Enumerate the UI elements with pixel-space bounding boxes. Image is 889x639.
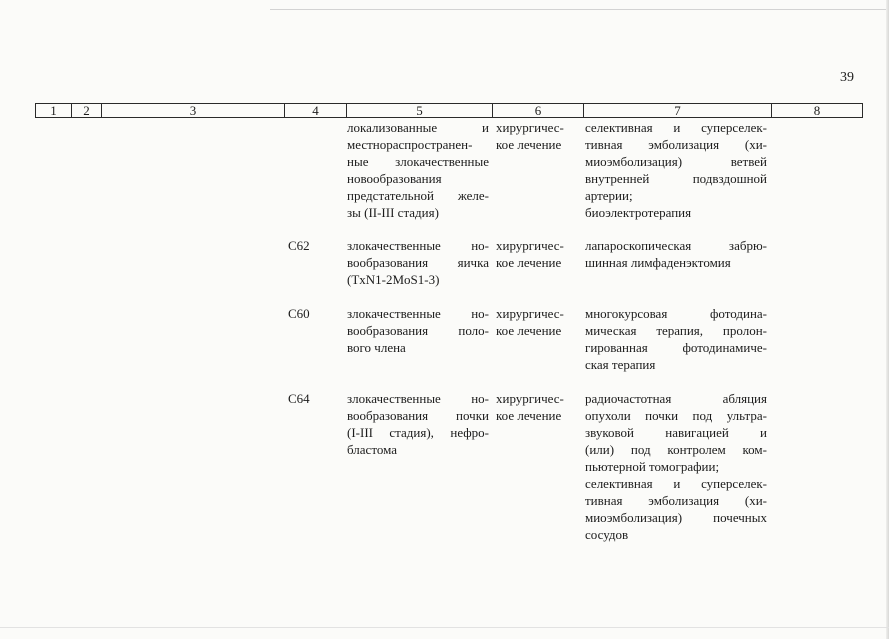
treatment-line: кое лечение (496, 137, 562, 152)
column-number-7: 7 (584, 104, 772, 118)
diagnosis-line: вообразования яичка (347, 255, 489, 270)
diagnosis-line: ные злокачественные (347, 154, 489, 169)
column-number-6: 6 (493, 104, 584, 118)
diagnosis-line: злокачественные но- (347, 391, 489, 406)
icd-code: C60 (288, 306, 310, 321)
method-line: опухоли почки под ультра- (585, 408, 767, 423)
treatment-cell (496, 305, 578, 339)
diagnosis-cell (347, 237, 489, 288)
diagnosis-line: локализованные и (347, 120, 489, 135)
method-cell (585, 305, 767, 373)
method-line: артерии; (585, 188, 633, 203)
diagnosis-line: зы (II-III стадия) (347, 205, 439, 220)
diagnosis-line: бластома (347, 442, 397, 457)
column-number-4: 4 (285, 104, 347, 118)
method-line: сосудов (585, 527, 629, 542)
method-line: (или) под контролем ком- (585, 442, 767, 457)
treatment-line: кое лечение (496, 323, 562, 338)
table-header-row (35, 103, 863, 118)
diagnosis-line: (TxN1-2MoS1-3) (347, 272, 440, 287)
column-number-3: 3 (102, 104, 285, 118)
diagnosis-cell (347, 305, 489, 356)
diagnosis-line: злокачественные но- (347, 306, 489, 321)
method-cell (585, 237, 767, 271)
method-line: биоэлектротерапия (585, 205, 692, 220)
treatment-line: кое лечение (496, 255, 562, 270)
diagnosis-line: злокачественные но- (347, 238, 489, 253)
treatment-line: хирургичес- (496, 391, 564, 406)
treatment-cell (496, 390, 578, 424)
method-line: звуковой навигацией и (585, 425, 767, 440)
method-line: гированная фотодинамиче- (585, 340, 767, 355)
icd-code: C64 (288, 391, 310, 406)
scan-artifact-top-line (270, 9, 889, 10)
method-line: тивная эмболизация (хи- (585, 137, 767, 152)
treatment-cell (496, 119, 578, 153)
diagnosis-line: вого члена (347, 340, 406, 355)
page-number: 39 (840, 70, 854, 85)
method-line: ская терапия (585, 357, 656, 372)
method-line: тивная эмболизация (хи- (585, 493, 767, 508)
diagnosis-line: новообразования (347, 171, 442, 186)
method-line: лапароскопическая забрю- (585, 238, 767, 253)
scan-artifact-bottom-line (0, 627, 889, 628)
method-line: селективная и суперселек- (585, 476, 767, 491)
diagnosis-line: местнораспространен- (347, 137, 473, 152)
diagnosis-line: вообразования поло- (347, 323, 489, 338)
diagnosis-cell (347, 119, 489, 221)
method-line: миоэмболизация) почечных (585, 510, 767, 525)
treatment-line: хирургичес- (496, 306, 564, 321)
method-line: шинная лимфаденэктомия (585, 255, 731, 270)
diagnosis-cell (347, 390, 489, 458)
diagnosis-line: (I-III стадия), нефро- (347, 425, 489, 440)
method-line: радиочастотная абляция (585, 391, 767, 406)
treatment-line: хирургичес- (496, 120, 564, 135)
treatment-cell (496, 237, 578, 271)
method-cell (585, 119, 767, 221)
column-number-2: 2 (72, 104, 102, 118)
column-number-8: 8 (772, 104, 863, 118)
method-line: многокурсовая фотодина- (585, 306, 767, 321)
method-line: селективная и суперселек- (585, 120, 767, 135)
method-cell (585, 390, 767, 543)
diagnosis-line: предстательной желе- (347, 188, 489, 203)
method-line: миоэмболизация) ветвей (585, 154, 767, 169)
method-line: мическая терапия, пролон- (585, 323, 767, 338)
method-line: пьютерной томографии; (585, 459, 720, 474)
treatment-line: хирургичес- (496, 238, 564, 253)
treatment-line: кое лечение (496, 408, 562, 423)
diagnosis-line: вообразования почки (347, 408, 489, 423)
method-line: внутренней подвздошной (585, 171, 767, 186)
column-number-1: 1 (36, 104, 72, 118)
column-number-5: 5 (347, 104, 493, 118)
icd-code: C62 (288, 238, 310, 253)
